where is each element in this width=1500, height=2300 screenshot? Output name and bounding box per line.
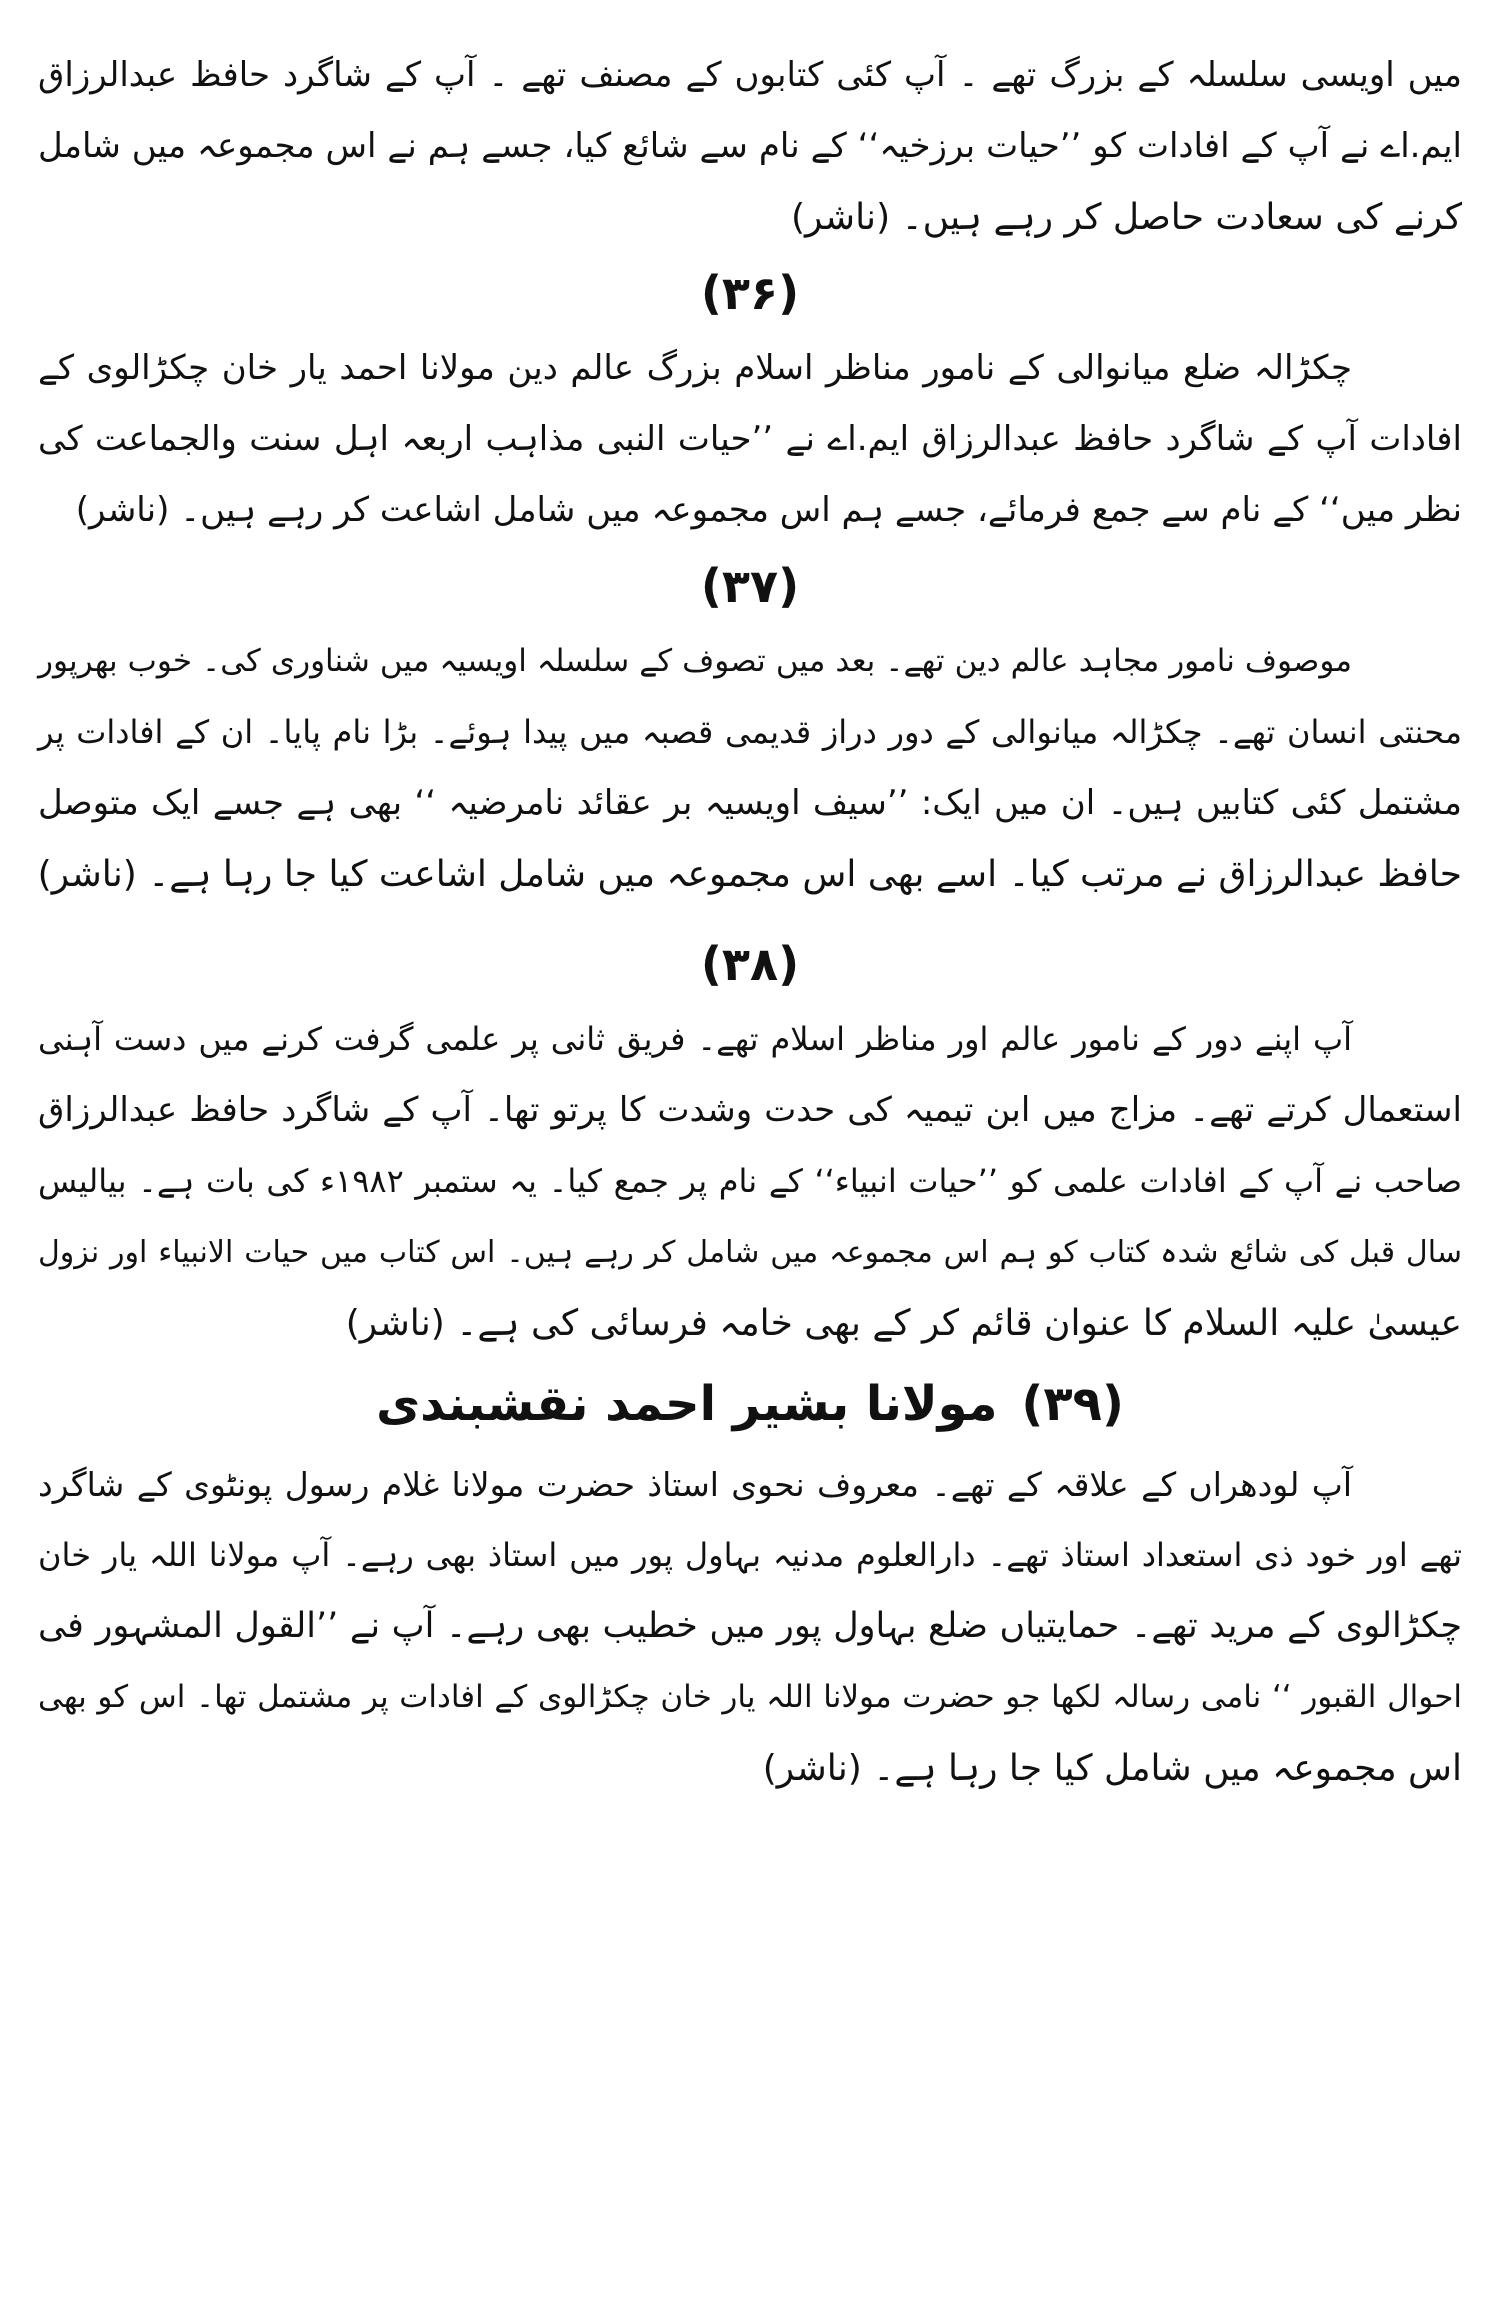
text-line: استعمال کرتے تھے۔ مزاج میں ابن تیمیہ کی حدت وشدت کا پرتو تھا۔ آپ کے شاگرد حافظ عبدالرزاق bbox=[38, 1090, 1462, 1130]
text-line: افادات آپ کے شاگرد حافظ عبدالرزاق ایم.اے نے ’’حیات النبی مذاہب اربعہ اہل سنت والجماعت کی bbox=[38, 419, 1462, 459]
text-line: چکڑالوی کے مرید تھے۔ حمایتیاں ضلع بہاول پور میں خطیب بھی رہے۔ آپ نے ’’القول المشہور فی bbox=[38, 1606, 1462, 1646]
section-number: (۳۷) bbox=[700, 559, 800, 613]
text-line: مشتمل کئی کتابیں ہیں۔ ان میں ایک: ’’سیف اویسیہ بر عقائد نامرضیہ ‘‘ بھی ہے جسے ایک متوصل bbox=[38, 783, 1462, 823]
paragraph-section-38 bbox=[38, 1004, 1462, 1359]
section-number: (۳۶) bbox=[700, 266, 800, 320]
section-number: (۳۸) bbox=[700, 937, 800, 991]
text-line: نظر میں‘‘ کے نام سے جمع فرمائے، جسے ہم اس مجموعہ میں شامل اشاعت کر رہے ہیں۔ (ناشر) bbox=[75, 490, 1462, 530]
text-line: صاحب نے آپ کے افادات علمی کو ’’حیات انبیاء‘‘ کے نام پر جمع کیا۔ یہ ستمبر ۱۹۸۲ء کی بات ہے۔ بیالیس bbox=[38, 1162, 1462, 1200]
text-line: آپ اپنے دور کے نامور عالم اور مناظر اسلام تھے۔ فریق ثانی پر علمی گرفت کرنے میں دست آہنی bbox=[38, 1020, 1352, 1058]
section-heading-39 bbox=[38, 1359, 1462, 1449]
paragraph-intro bbox=[38, 40, 1462, 253]
text-line: آپ لودھراں کے علاقہ کے تھے۔ معروف نحوی استاذ حضرت مولانا غلام رسول پونٹوی کے شاگرد bbox=[38, 1465, 1352, 1504]
text-line: کرنے کی سعادت حاصل کر رہے ہیں۔ (ناشر) bbox=[791, 197, 1462, 238]
text-line: محنتی انسان تھے۔ چکڑالہ میانوالی کے دور دراز قدیمی قصبہ میں پیدا ہوئے۔ بڑا نام پایا۔ ان کے افادات پر bbox=[38, 713, 1462, 751]
paragraph-section-39 bbox=[38, 1449, 1462, 1804]
text-line: احوال القبور ‘‘ نامی رسالہ لکھا جو حضرت مولانا اللہ یار خان چکڑالوی کے افادات پر مشتمل تھا۔ اس کو بھی bbox=[38, 1679, 1462, 1715]
section-title: مولانا بشیر احمد نقشبندی bbox=[376, 1376, 998, 1432]
paragraph-section-37 bbox=[38, 626, 1462, 910]
text-line: تھے اور خود ذی استعداد استاذ تھے۔ دارالعلوم مدنیہ بہاول پور میں استاذ بھی رہے۔ آپ مولانا اللہ یار خان bbox=[38, 1536, 1462, 1574]
text-line: موصوف نامور مجاہد عالم دین تھے۔ بعد میں تصوف کے سلسلہ اویسیہ میں شناوری کی۔ خوب بھرپور bbox=[38, 643, 1352, 679]
text-line: اس مجموعہ میں شامل کیا جا رہا ہے۔ (ناشر) bbox=[762, 1748, 1462, 1789]
text-line: سال قبل کی شائع شدہ کتاب کو ہم اس مجموعہ میں شامل کر رہے ہیں۔ اس کتاب میں حیات الانبیاء اور نزول bbox=[38, 1235, 1462, 1270]
section-heading-37 bbox=[38, 546, 1462, 626]
section-heading-36 bbox=[38, 253, 1462, 333]
paragraph-section-36 bbox=[38, 333, 1462, 546]
section-heading-38 bbox=[38, 924, 1462, 1004]
section-number: (۳۹) bbox=[1021, 1376, 1124, 1432]
text-line: چکڑالہ ضلع میانوالی کے نامور مناظر اسلام بزرگ عالم دین مولانا احمد یار خان چکڑالوی کے bbox=[38, 348, 1352, 388]
text-line: ایم.اے نے آپ کے افادات کو ’’حیات برزخیہ‘‘ کے نام سے شائع کیا، جسے ہم نے اس مجموعہ میں شامل bbox=[38, 126, 1462, 166]
text-line: حافظ عبدالرزاق نے مرتب کیا۔ اسے بھی اس مجموعہ میں شامل اشاعت کیا جا رہا ہے۔ (ناشر) bbox=[37, 854, 1462, 895]
text-line: عیسیٰ علیہ السلام کا عنوان قائم کر کے بھی خامہ فرسائی کی ہے۔ (ناشر) bbox=[345, 1303, 1462, 1344]
spacer bbox=[38, 910, 1462, 924]
text-line: میں اویسی سلسلہ کے بزرگ تھے ۔ آپ کئی کتابوں کے مصنف تھے ۔ آپ کے شاگرد حافظ عبدالرزاق bbox=[38, 55, 1462, 95]
